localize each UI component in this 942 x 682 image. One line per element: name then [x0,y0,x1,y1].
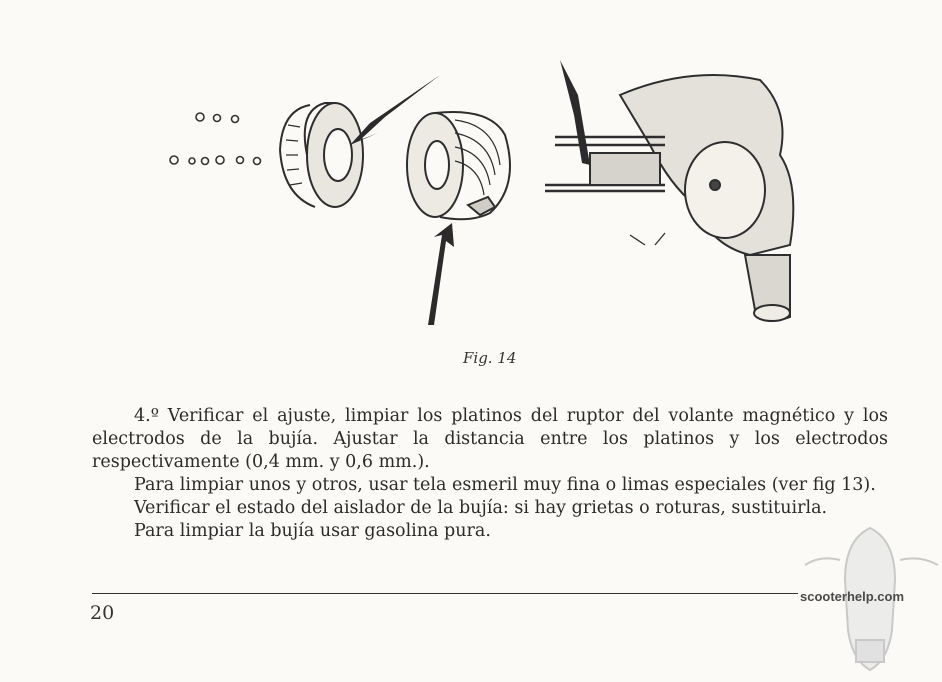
engine-drawing [545,75,793,321]
fig-14-illustration [150,55,830,355]
paragraph-cleaning-tools: Para limpiar unos y otros, usar tela esmeril muy fina o limas especiales (ver fig 13). [134,475,876,495]
flywheel-drawing [280,103,363,207]
paragraph-insulator: Verificar el estado del aislador de la bujía: si hay grietas o roturas, sustituirla. [134,498,828,518]
pointer-arrows [350,60,590,325]
page-number: 20 [90,602,115,624]
paragraph-adjustment: 4.º Verificar el ajuste, limpiar los platinos del ruptor del volante magnético y los electrodos de la bujía. Ajustar la distancia entre los platinos y los electrodos respectivamente (0,4 mm. y 0,6 mm.). [92,406,888,472]
stator-drawing [407,112,510,219]
paragraph-gasoline: Para limpiar la bujía usar gasolina pura. [134,521,491,541]
arrow-to-stator [428,223,454,325]
watermark-text: scooterhelp.com [800,589,905,604]
footer-rule [92,593,798,594]
body-text [92,405,888,543]
figure-caption: Fig. 14 [463,349,517,367]
arrow-to-engine [560,60,590,165]
small-parts [170,113,261,165]
